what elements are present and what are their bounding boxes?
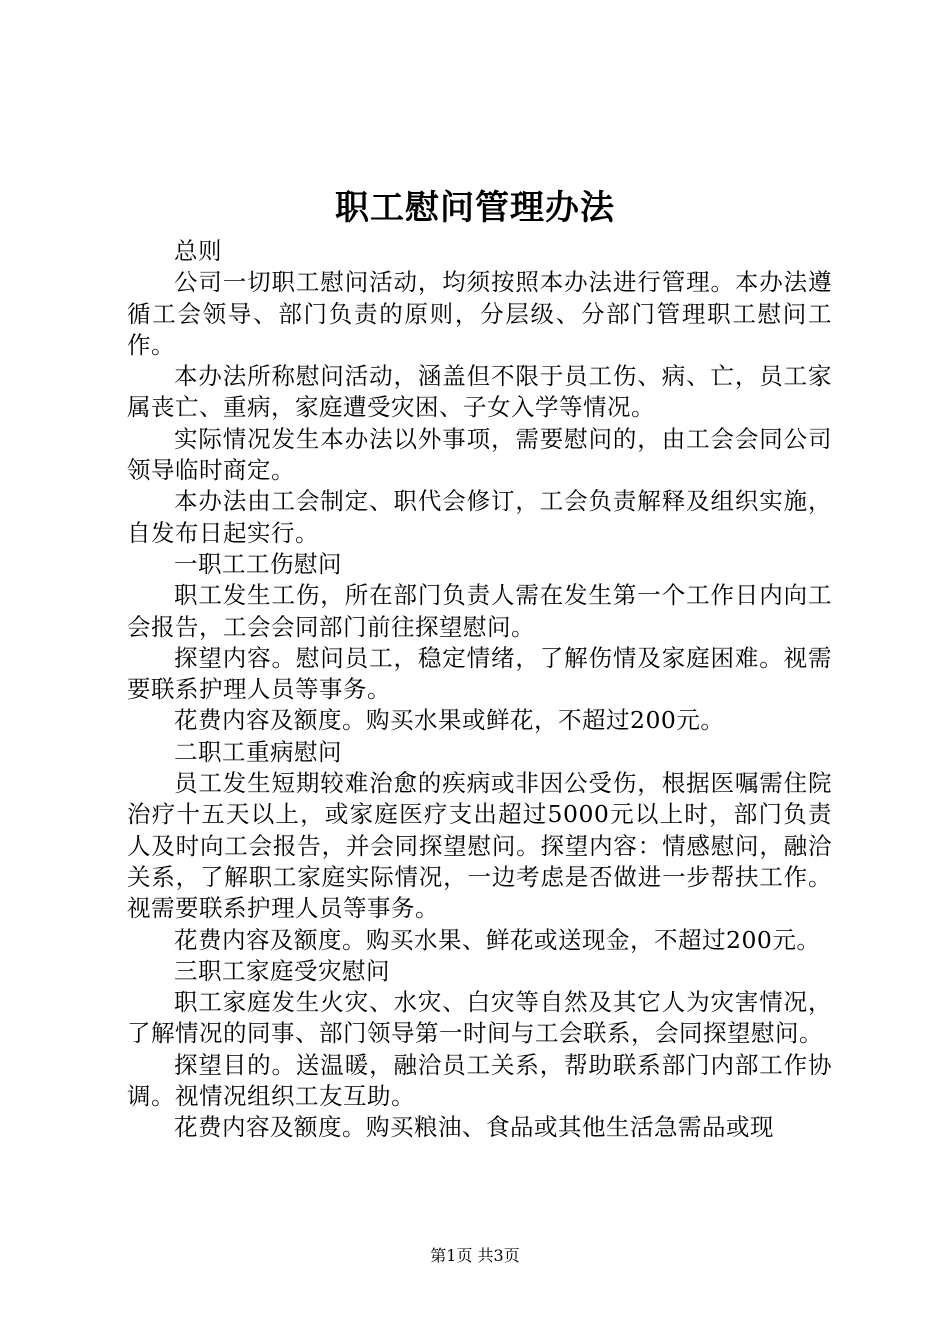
document-body — [127, 236, 832, 1144]
paragraph: 职工发生工伤，所在部门负责人需在发生第一个工作日内向工会报告，工会会同部门前往探望慰问。 — [127, 581, 832, 641]
paragraph: 花费内容及额度。购买粮油、食品或其他生活急需品或现 — [174, 1113, 774, 1142]
paragraph: 实际情况发生本办法以外事项，需要慰问的，由工会会同公司领导临时商定。 — [127, 424, 832, 485]
paragraph: 本办法由工会制定、职代会修订，工会负责解释及组织实施，自发布日起实行。 — [127, 487, 832, 547]
paragraph: 总则 — [174, 237, 222, 265]
section-heading: 二职工重病慰问 — [174, 737, 342, 766]
paragraph: 员工发生短期较难治愈的疾病或非因公受伤，根据医嘱需住院治疗十五天以上，或家庭医疗支出超过5000元以上时，部门负责人及时向工会报告，并会同探望慰问。探望内容：情感慰问，融洽关系，了解职工家庭实际情况，一边考虑是否做进一步帮扶工作。视需要联系护理人员等事务。 — [127, 769, 832, 923]
paragraph: 本办法所称慰问活动，涵盖但不限于员工伤、病、亡，员工家属丧亡、重病，家庭遭受灾困、子女入学等情况。 — [127, 362, 832, 422]
page-footer: 第1页 共3页 — [430, 1246, 520, 1265]
section-heading: 三职工家庭受灾慰问 — [174, 956, 390, 985]
paragraph: 花费内容及额度。购买水果、鲜花或送现金，不超过200元。 — [174, 925, 821, 954]
paragraph: 探望目的。送温暖，融洽员工关系，帮助联系部门内部工作协调。视情况组织工友互助。 — [127, 1050, 832, 1111]
paragraph: 探望内容。慰问员工，稳定情绪，了解伤情及家庭困难。视需要联系护理人员等事务。 — [127, 643, 832, 704]
document-title: 职工慰问管理办法 — [335, 188, 615, 228]
section-heading: 一职工工伤慰问 — [174, 549, 342, 578]
paragraph: 公司一切职工慰问活动，均须按照本办法进行管理。本办法遵循工会领导、部门负责的原则，分层级、分部门管理职工慰问工作。 — [127, 268, 832, 359]
paragraph: 职工家庭发生火灾、水灾、白灾等自然及其它人为灾害情况，了解情况的同事、部门领导第一时间与工会联系，会同探望慰问。 — [127, 988, 832, 1048]
paragraph: 花费内容及额度。购买水果或鲜花，不超过200元。 — [174, 706, 725, 735]
